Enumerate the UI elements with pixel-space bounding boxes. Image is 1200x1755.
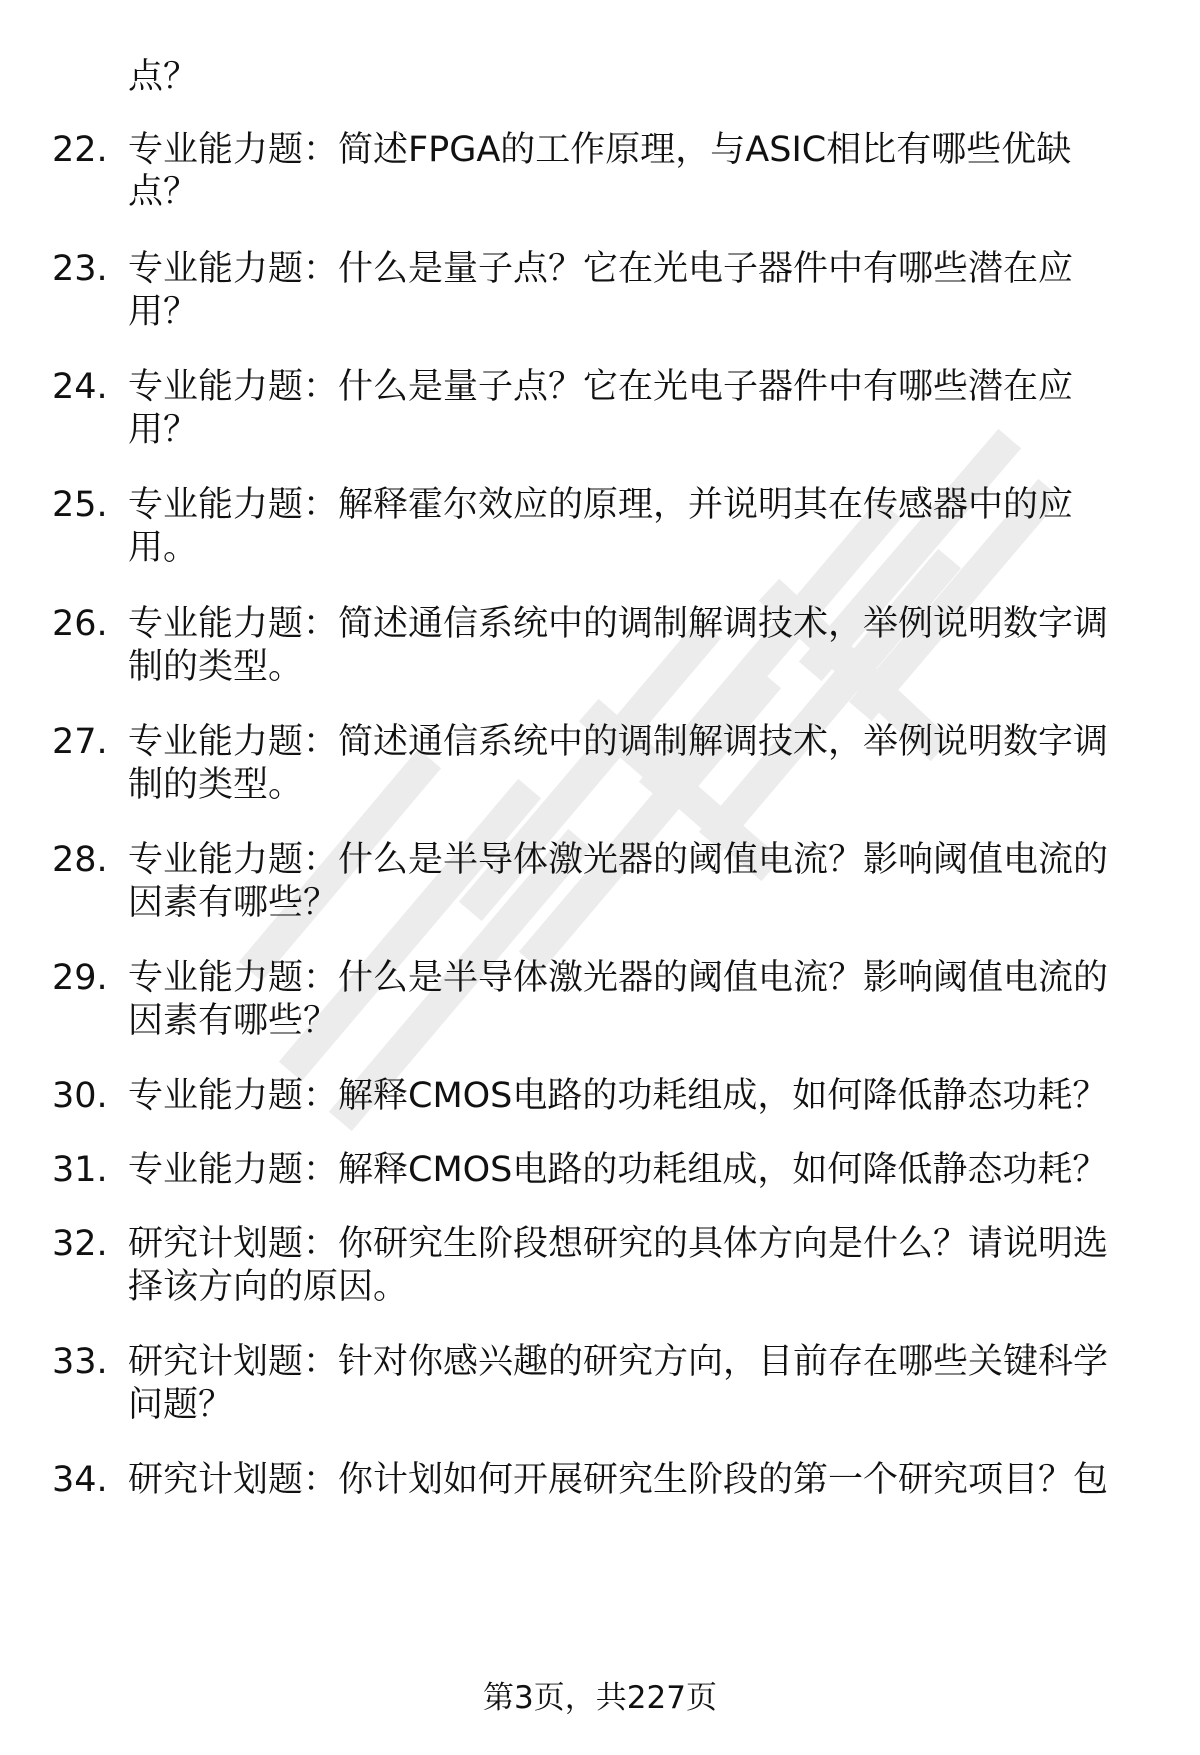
question-text-line: 专业能力题：简述通信系统中的调制解调技术，举例说明数字调 — [128, 604, 1109, 644]
question-text-line: 问题？ — [128, 1385, 234, 1425]
question-text-line: 专业能力题：解释CMOS电路的功耗组成，如何降低静态功耗？ — [128, 1150, 1108, 1190]
question-text-line: 因素有哪些？ — [128, 883, 339, 923]
question-text-line: 专业能力题：简述FPGA的工作原理，与ASIC相比有哪些优缺 — [128, 130, 1072, 170]
question-number: 23. — [52, 249, 108, 289]
page-footer: 第3页，共227页 — [483, 1680, 717, 1716]
question-number: 26. — [52, 604, 108, 644]
question-number: 33. — [52, 1342, 108, 1382]
question-text-line: 专业能力题：什么是量子点？它在光电子器件中有哪些潜在应 — [128, 249, 1074, 289]
question-number: 29. — [52, 958, 108, 998]
question-text-line: 制的类型。 — [128, 647, 304, 687]
question-text-line: 专业能力题：什么是量子点？它在光电子器件中有哪些潜在应 — [128, 367, 1074, 407]
question-text-line: 专业能力题：简述通信系统中的调制解调技术，举例说明数字调 — [128, 722, 1109, 762]
question-number: 25. — [52, 485, 108, 525]
question-text-line: 专业能力题：什么是半导体激光器的阈值电流？影响阈值电流的 — [128, 840, 1109, 880]
question-text-line: 用？ — [128, 410, 199, 450]
question-text-line: 研究计划题：你研究生阶段想研究的具体方向是什么？请说明选 — [128, 1224, 1109, 1264]
question-text-line: 点？ — [128, 172, 199, 212]
question-number: 31. — [52, 1150, 108, 1190]
question-text-line: 用？ — [128, 292, 199, 332]
question-text-line: 研究计划题：你计划如何开展研究生阶段的第一个研究项目？包 — [128, 1460, 1109, 1500]
question-text-line: 点？ — [128, 57, 199, 97]
question-text-line: 专业能力题：什么是半导体激光器的阈值电流？影响阈值电流的 — [128, 958, 1109, 998]
question-text-line: 因素有哪些？ — [128, 1001, 339, 1041]
question-text-line: 研究计划题：针对你感兴趣的研究方向，目前存在哪些关键科学 — [128, 1342, 1109, 1382]
question-text-line: 专业能力题：解释霍尔效应的原理，并说明其在传感器中的应 — [128, 485, 1074, 525]
question-number: 24. — [52, 367, 108, 407]
question-number: 30. — [52, 1076, 108, 1116]
question-number: 28. — [52, 840, 108, 880]
question-text-line: 择该方向的原因。 — [128, 1267, 409, 1307]
question-number: 34. — [52, 1460, 108, 1500]
question-number: 22. — [52, 130, 108, 170]
question-text-line: 专业能力题：解释CMOS电路的功耗组成，如何降低静态功耗？ — [128, 1076, 1108, 1116]
question-text-line: 制的类型。 — [128, 765, 304, 805]
question-number: 32. — [52, 1224, 108, 1264]
question-number: 27. — [52, 722, 108, 762]
question-text-line: 用。 — [128, 528, 199, 568]
